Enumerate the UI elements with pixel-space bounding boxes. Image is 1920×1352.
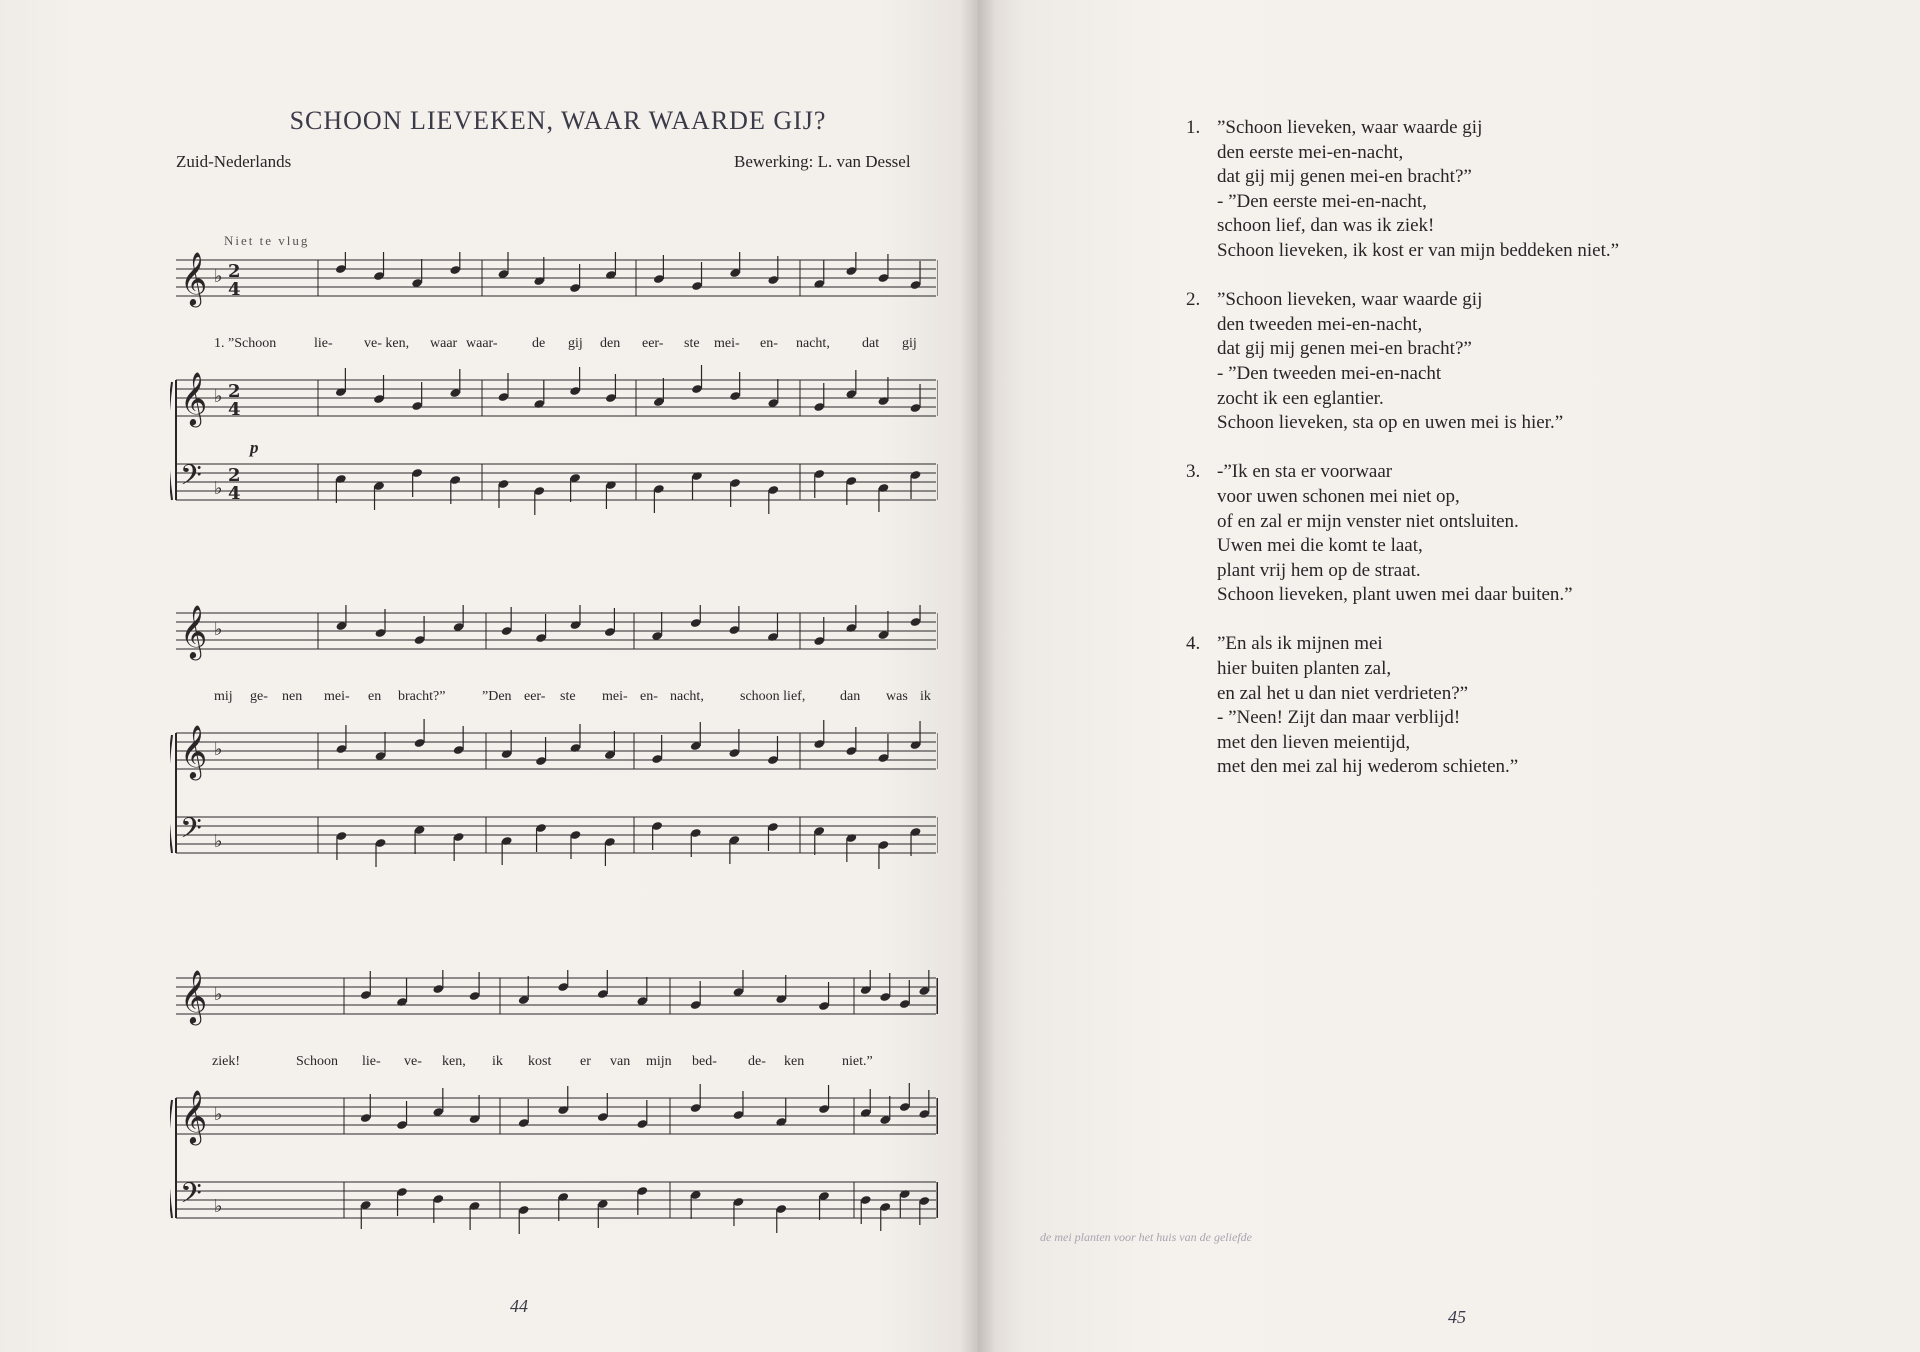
lyric-syllable: ik [920, 689, 931, 704]
verse-line: - ”Den eerste mei-en-nacht, [1217, 190, 1427, 212]
lyric-syllable: was [886, 689, 908, 704]
flat-icon: ♭ [214, 1104, 223, 1125]
dynamic-marking: p [250, 438, 259, 457]
lyric-syllable: mei- [714, 336, 740, 351]
lyric-syllable: er [580, 1054, 591, 1069]
lyric-syllable: en- [640, 689, 658, 704]
vocal-staff [176, 970, 938, 1025]
lyric-syllable: lie- [314, 336, 333, 351]
treble-clef-icon: 𝄞 [180, 605, 208, 658]
lyric-syllable: nacht, [670, 689, 704, 704]
book-gutter [960, 0, 996, 1352]
treble-clef-icon: 𝄞 [180, 252, 208, 305]
lyric-syllable: de [532, 336, 546, 351]
lyric-syllable: lie- [362, 1054, 381, 1069]
piano-treble-staff [176, 365, 938, 427]
verse-line: dat gij mij genen mei-en bracht?” [1217, 166, 1472, 188]
tempo-marking: Niet te vlug [224, 233, 310, 248]
song-origin: Zuid-Nederlands [176, 152, 292, 171]
flat-icon: ♭ [214, 831, 223, 852]
piano-brace-icon [170, 1100, 172, 1218]
piano-brace-icon [170, 382, 172, 500]
verse-line: Schoon lieveken, ik kost er van mijn beddeken niet.” [1217, 239, 1620, 261]
verse-2 [1186, 288, 1826, 436]
verse-line: den eerste mei-en-nacht, [1217, 141, 1404, 163]
time-signature-bottom: 4 [228, 279, 241, 300]
verse-line: hier buiten planten zal, [1217, 658, 1392, 680]
verse-3 [1186, 460, 1826, 608]
time-signature-top: 2 [228, 381, 241, 402]
lyric-syllable: nen [282, 689, 303, 704]
verse-line: Schoon lieveken, sta op en uwen mei is hier.” [1217, 412, 1564, 434]
verse-number: 2. [1186, 289, 1201, 311]
piano-bass-staff [176, 812, 938, 869]
page-number-right: 45 [1448, 1307, 1466, 1327]
music-system-3 [170, 970, 938, 1250]
verse-line: met den lieven meientijd, [1217, 731, 1411, 753]
verse-4 [1186, 632, 1826, 780]
lyric-syllable: schoon lief, [740, 689, 806, 704]
lyric-syllable: 1. ”Schoon [214, 336, 277, 351]
flat-icon: ♭ [214, 478, 223, 499]
verse-line: ”En als ik mijnen mei [1217, 633, 1383, 655]
music-system-2 [170, 605, 938, 885]
lyric-syllable: niet.” [842, 1054, 873, 1069]
lyric-syllable: van [610, 1054, 631, 1069]
lyric-syllable: den [600, 336, 621, 351]
verse-line: zocht ik een eglantier. [1217, 387, 1384, 409]
lyric-syllable: ste [560, 689, 576, 704]
verse-line: plant vrij hem op de straat. [1217, 559, 1421, 581]
song-arranger: Bewerking: L. van Dessel [734, 152, 911, 171]
staff-system-3-graphic [170, 970, 938, 1250]
vocal-staff [176, 605, 938, 660]
flat-icon: ♭ [214, 1196, 223, 1217]
lyric-syllable: ”Den [482, 689, 512, 704]
verse-line: Schoon lieveken, plant uwen mei daar buiten.” [1217, 584, 1573, 606]
treble-clef-icon: 𝄞 [180, 1089, 208, 1143]
lyric-syllable: ve- ken, [364, 336, 410, 351]
time-signature-top: 2 [228, 261, 241, 282]
lyric-syllable: waar [430, 336, 458, 351]
bass-clef-icon: 𝄢 [180, 1177, 202, 1217]
lyric-syllable: ste [684, 336, 700, 351]
flat-icon: ♭ [214, 386, 223, 407]
flat-icon: ♭ [214, 984, 223, 1005]
lyric-syllable: ken, [442, 1054, 466, 1069]
verse-number: 4. [1186, 633, 1201, 655]
flat-icon: ♭ [214, 619, 223, 640]
lyric-syllable: ik [492, 1054, 503, 1069]
lyric-syllable: ziek! [212, 1054, 240, 1069]
lyric-syllable: bed- [692, 1054, 717, 1069]
lyric-syllable: ve- [404, 1054, 422, 1069]
lyric-syllable: eer- [524, 689, 546, 704]
staff-system-2-graphic [170, 605, 938, 885]
verse-line: - ”Neen! Zijt dan maar verblijd! [1217, 707, 1461, 729]
time-signature-top: 2 [228, 465, 241, 486]
verse-number: 3. [1186, 461, 1201, 483]
lyric-syllable: dan [840, 689, 861, 704]
treble-clef-icon: 𝄞 [180, 724, 208, 778]
verse-line: dat gij mij genen mei-en bracht?” [1217, 338, 1472, 360]
lyric-syllable: gij [568, 336, 583, 351]
bass-clef-icon: 𝄢 [180, 812, 202, 852]
piano-bass-staff [176, 1177, 938, 1234]
lyric-syllable: Schoon [296, 1054, 338, 1069]
verse-line: schoon lief, dan was ik ziek! [1217, 215, 1435, 237]
lyric-syllable: eer- [642, 336, 664, 351]
verse-line: ”Schoon lieveken, waar waarde gij [1217, 117, 1483, 138]
verse-line: of en zal er mijn venster niet ontsluiten. [1217, 510, 1519, 532]
staff-system-1-graphic [170, 252, 938, 532]
time-signature-bottom: 4 [228, 483, 241, 504]
lyric-syllable: nacht, [796, 336, 830, 351]
verse-line: Uwen mei die komt te laat, [1217, 535, 1423, 557]
lyric-syllable: mij [214, 689, 233, 704]
lyric-syllable: kost [528, 1054, 552, 1069]
lyric-syllable: gij [902, 336, 917, 351]
time-signature-bottom: 4 [228, 399, 241, 420]
show-through-caption: de mei planten voor het huis van de geliefde [1040, 1230, 1252, 1244]
verse-line: met den mei zal hij wederom schieten.” [1217, 756, 1519, 778]
piano-brace-icon [170, 735, 172, 853]
lyric-syllable: ken [784, 1054, 805, 1069]
piano-treble-staff [176, 1083, 938, 1145]
lyric-syllable: bracht?” [398, 689, 446, 704]
vocal-staff [176, 252, 938, 307]
flat-icon: ♭ [214, 266, 223, 287]
lyric-syllable: en [368, 689, 382, 704]
verse-1 [1186, 116, 1826, 264]
bass-clef-icon: 𝄢 [180, 459, 202, 499]
verses-block [1186, 116, 1826, 805]
lyric-syllable: dat [862, 336, 880, 351]
lyric-syllable: mei- [602, 689, 628, 704]
piano-bass-staff [176, 459, 938, 515]
lyric-syllable: waar- [466, 336, 498, 351]
song-title: SCHOON LIEVEKEN, WAAR WAARDE GIJ? [289, 106, 827, 135]
verse-line: -”Ik en sta er voorwaar [1217, 461, 1393, 483]
lyric-syllable: en- [760, 336, 778, 351]
lyric-syllable: mijn [646, 1054, 672, 1069]
lyric-syllable: de- [748, 1054, 766, 1069]
lyric-syllable: mei- [324, 689, 350, 704]
flat-icon: ♭ [214, 739, 223, 760]
verse-number: 1. [1186, 117, 1201, 138]
verse-line: voor uwen schonen mei niet op, [1217, 485, 1460, 507]
lyric-syllable: ge- [250, 689, 268, 704]
piano-treble-staff [176, 719, 938, 780]
music-system-1 [170, 252, 938, 532]
treble-clef-icon: 𝄞 [180, 970, 208, 1023]
page-number-left: 44 [510, 1296, 528, 1316]
treble-clef-icon: 𝄞 [180, 371, 208, 425]
verse-line: - ”Den tweeden mei-en-nacht [1217, 362, 1442, 384]
verse-line: en zal het u dan niet verdrieten?” [1217, 682, 1469, 704]
verse-line: ”Schoon lieveken, waar waarde gij [1217, 289, 1483, 311]
verse-line: den tweeden mei-en-nacht, [1217, 313, 1423, 335]
